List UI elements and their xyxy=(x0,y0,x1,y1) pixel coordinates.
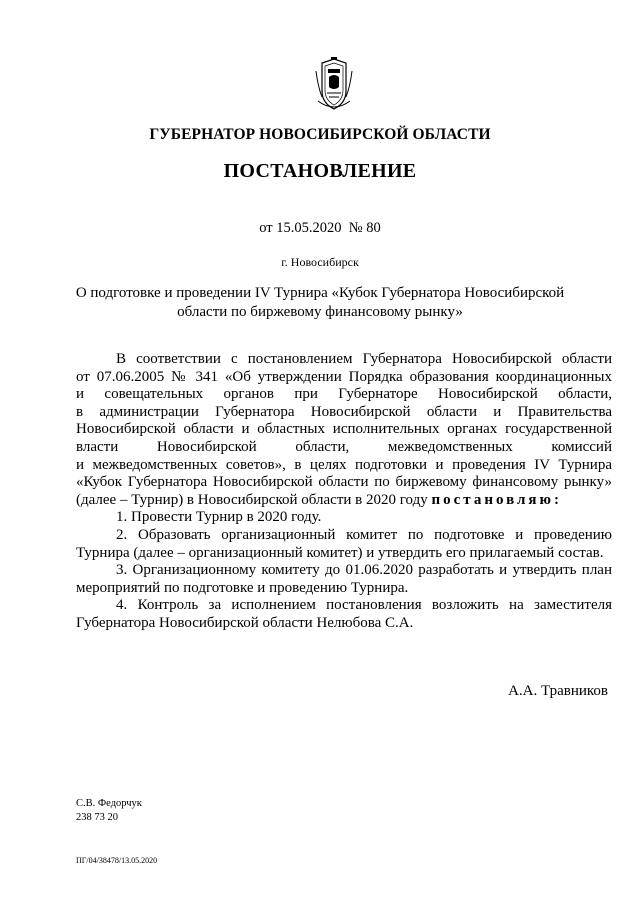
preamble-line: в администрации Губернатора Новосибирской области и Правительства xyxy=(76,403,612,420)
preamble-line: Новосибирской области и областных исполнительных органах государственной xyxy=(76,421,612,438)
authority-title: ГУБЕРНАТОР НОВОСИБИРСКОЙ ОБЛАСТИ xyxy=(149,126,491,143)
preamble-line: и межведомственных советов», в целях подготовки и проведения IV Турнира xyxy=(76,456,612,473)
preamble-line: от 07.06.2005 № 341 «Об утверждении Порядка образования координационных xyxy=(76,368,612,385)
city: г. Новосибирск xyxy=(281,255,359,269)
preamble-line: «Кубок Губернатора Новосибирской области по биржевому финансовому рынку» xyxy=(76,474,612,491)
preamble-paragraph xyxy=(76,351,612,633)
preamble-last-line xyxy=(76,492,612,510)
document-type: ПОСТАНОВЛЕНИЕ xyxy=(223,160,417,182)
executor-block xyxy=(76,797,142,824)
item-3-line: 3. Организационному комитету до 01.06.2020 разработать и утвердить план xyxy=(116,562,612,579)
subject-line-2: области по биржевому финансовому рынку» xyxy=(177,303,463,320)
item-4-line: 4. Контроль за исполнением постановления возложить на заместителя xyxy=(116,597,612,614)
item-1: 1. Провести Турнир в 2020 году. xyxy=(116,509,322,526)
executor-phone: 238 73 20 xyxy=(76,811,118,823)
subject-line-1: О подготовке и проведении IV Турнира «Кубок Губернатора Новосибирской xyxy=(75,285,565,301)
item-3-line: мероприятий по подготовке и проведению Турнира. xyxy=(76,579,409,596)
date-and-number: от 15.05.2020 № 80 xyxy=(259,220,381,236)
coat-of-arms-icon xyxy=(314,57,354,113)
item-2-line: 2. Образовать организационный комитет по подготовке и проведению xyxy=(116,526,612,543)
preamble-last-text: (далее – Турнир) в Новосибирской области в 2020 году xyxy=(76,491,432,508)
item-2-line: Турнира (далее – организационный комитет) и утвердить его прилагаемый состав. xyxy=(76,544,604,561)
preamble-line: власти Новосибирской области, межведомственных комиссий xyxy=(76,438,612,455)
document-registration-code: ПГ/04/38478/13.05.2020 xyxy=(76,856,158,865)
preamble-line: и совещательных органов при Губернаторе Новосибирской области, xyxy=(76,386,612,403)
document-subject xyxy=(0,284,640,321)
decree-keyword: постановляю: xyxy=(431,491,562,508)
executor-name: С.В. Федорчук xyxy=(76,798,142,809)
signature-name: А.А. Травников xyxy=(508,683,608,699)
item-4-line: Губернатора Новосибирской области Нелюбова С.А. xyxy=(76,614,414,631)
preamble-line: В соответствии с постановлением Губернатора Новосибирской области xyxy=(116,351,612,367)
